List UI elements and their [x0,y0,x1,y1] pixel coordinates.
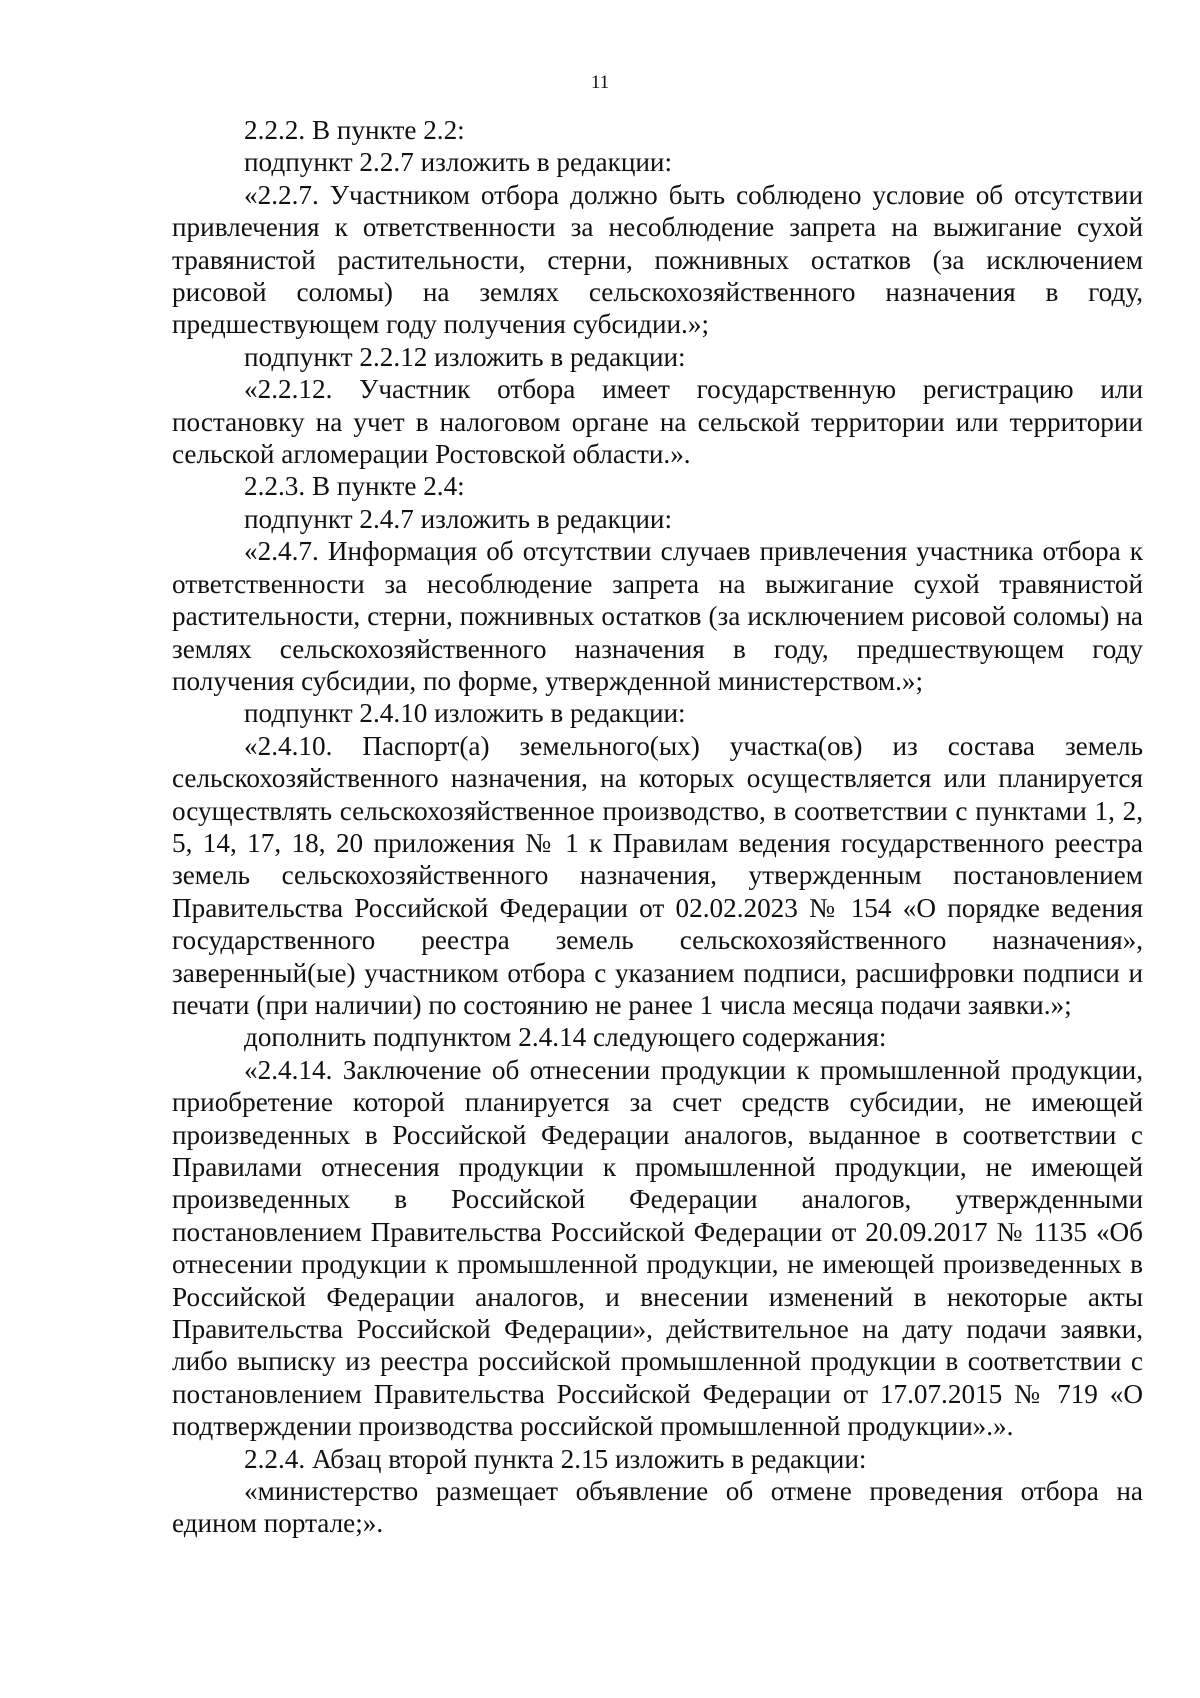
amendment-text-2-4-14: «2.4.14. Заключение об отнесении продукции к промышленной продукции, приобретение которой планируется за счет средств субсидии, не имеющей произведенных в Российской Федерации аналогов, выданное в соответствии с Правилами отнесения продукции к промышленной продукции, не имеющей произведенных в Российской Федерации аналогов, утвержденными постановлением Правительства Российской Федерации от 20.09.2017 № 1135 «Об отнесении продукции к промышленной продукции, не имеющей произведенных в Российской Федерации аналогов, и внесении изменений в некоторые акты Правительства Российской Федерации», действительное на дату подачи заявки, либо выписку из реестра российской промышленной продукции в соответствии с постановлением Правительства Российской Федерации от 17.07.2015 № 719 «О подтверждении производства российской промышленной продукции».». [172,1054,1143,1442]
section-heading-2-2-4: 2.2.4. Абзац второй пункта 2.15 изложить в редакции: [244,1443,867,1474]
amendment-instruction: подпункт 2.2.7 изложить в редакции: [244,147,673,178]
amendment-instruction: подпункт 2.4.7 изложить в редакции: [244,503,673,534]
amendment-instruction: дополнить подпунктом 2.4.14 следующего содержания: [244,1022,887,1053]
amendment-text-2-4-7: «2.4.7. Информация об отсутствии случаев привлечения участника отбора к ответственности за несоблюдение запрета на выжигание сухой травянистой растительности, стерни, пожнивных остатков (за исключением рисовой соломы) на землях сельскохозяйственного назначения в году, предшествующем году получения субсидии, по форме, утвержденной министерством.»; [172,536,1143,696]
page-number: 11 [590,72,610,93]
amendment-instruction: подпункт 2.2.12 изложить в редакции: [244,341,686,372]
amendment-text-2-4-10: «2.4.10. Паспорт(а) земельного(ых) участка(ов) из состава земель сельскохозяйственного назначения, на которых осуществляется или планируется осуществлять сельскохозяйственное производство, в соответствии с пунктами 1, 2, 5, 14, 17, 18, 20 приложения № 1 к Правилам ведения государственного реестра земель сельскохозяйственного назначения, утвержденным постановлением Правительства Российской Федерации от 02.02.2023 № 154 «О порядке ведения государственного реестра земель сельскохозяйственного назначения», заверенный(ые) участником отбора с указанием подписи, расшифровки подписи и печати (при наличии) по состоянию не ранее 1 числа месяца подачи заявки.»; [172,730,1143,1020]
document-body [172,114,1143,1540]
amendment-text-2-15: «министерство размещает объявление об отмене проведения отбора на едином портале;». [172,1476,1143,1539]
amendment-text-2-2-12: «2.2.12. Участник отбора имеет государственную регистрацию или постановку на учет в налоговом органе на сельской территории или территории сельской агломерации Ростовской области.». [172,374,1143,470]
section-heading-2-2-3: 2.2.3. В пункте 2.4: [244,471,465,502]
section-heading-2-2-2: 2.2.2. В пункте 2.2: [244,115,465,145]
amendment-instruction: подпункт 2.4.10 изложить в редакции: [244,698,686,729]
amendment-text-2-2-7: «2.2.7. Участником отбора должно быть соблюдено условие об отсутствии привлечения к ответственности за несоблюдение запрета на выжигание сухой травянистой растительности, стерни, пожнивных остатков (за исключением рисовой соломы) на землях сельскохозяйственного назначения в году, предшествующем году получения субсидии.»; [172,179,1143,340]
